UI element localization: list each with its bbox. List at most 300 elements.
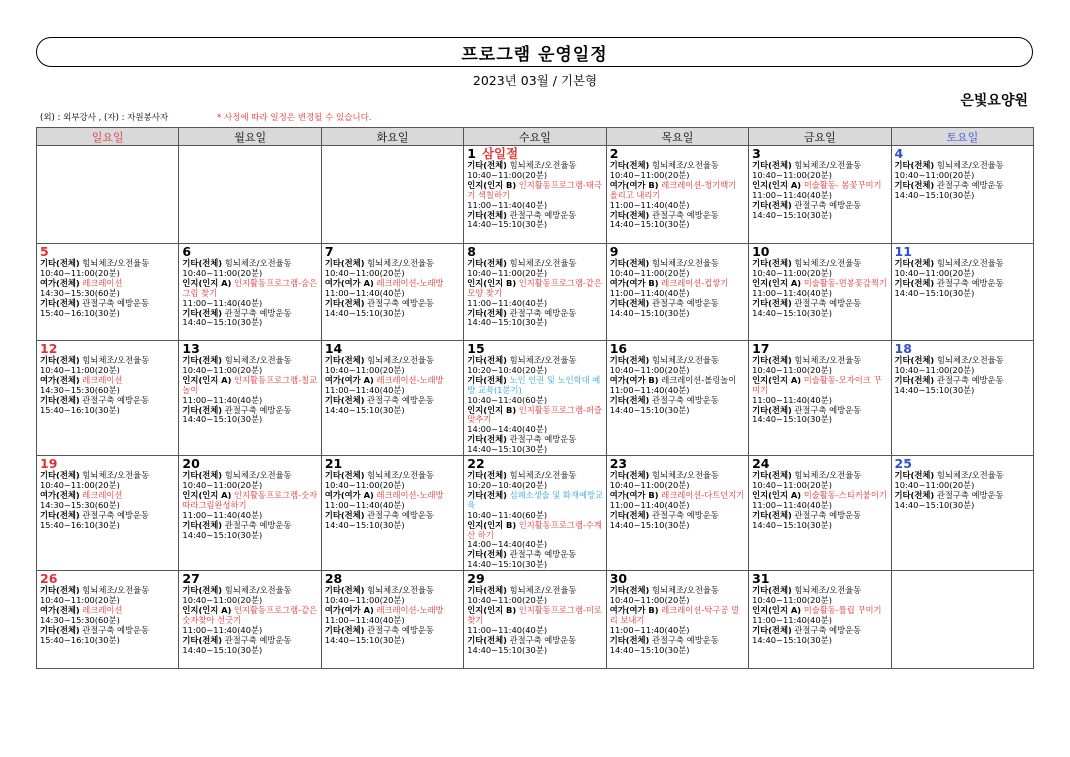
program-item	[467, 586, 603, 606]
program-item	[467, 406, 603, 436]
program-item	[182, 471, 318, 491]
program-category: 기타(전체)	[894, 489, 935, 500]
day-number: 15	[467, 341, 485, 356]
program-item	[752, 161, 888, 181]
program-name: 관절구축 예방운동	[367, 509, 434, 520]
day-number: 20	[182, 456, 200, 472]
program-category: 여가(전체)	[40, 277, 80, 288]
program-name: 힘뇌체조/오전율동	[794, 258, 862, 268]
program-category: 기타(전체)	[182, 634, 223, 645]
program-time: 10:40~11:00(20분)	[324, 595, 405, 606]
day-cell	[179, 456, 321, 571]
program-category: 기타(전체)	[894, 355, 935, 365]
program-category: 기타(전체)	[467, 209, 507, 220]
program-time: 14:40~15:10(30분)	[752, 209, 832, 220]
program-name: 레크레이션	[82, 604, 123, 615]
program-time: 15:40~16:10(30분)	[40, 404, 120, 415]
program-time: 10:40~11:40(60분)	[467, 394, 548, 405]
day-cell	[891, 146, 1033, 244]
program-name: 레크레이션-다트던지기	[661, 489, 745, 500]
program-time: 14:40~15:10(30분)	[182, 414, 263, 425]
program-category: 인지(인지 B)	[467, 604, 517, 615]
program-category: 인지(인지 B)	[467, 519, 517, 530]
program-category: 여가(여가 A)	[324, 374, 374, 385]
program-time: 10:40~11:00(20분)	[467, 595, 548, 606]
program-time: 15:40~16:10(30분)	[40, 519, 120, 530]
program-item	[467, 550, 603, 570]
program-name: 힘뇌체조/오전율동	[82, 470, 150, 481]
program-time: 11:00~11:40(40분)	[324, 287, 405, 298]
program-time: 14:40~15:10(30분)	[752, 414, 832, 425]
day-cell	[749, 244, 891, 341]
program-time: 11:00~11:40(40분)	[609, 624, 690, 635]
day-cell	[891, 456, 1033, 571]
program-category: 기타(전체)	[467, 307, 507, 318]
program-item	[40, 259, 176, 279]
program-category: 인지(인지 B)	[467, 277, 517, 288]
day-cell	[891, 341, 1033, 456]
program-name: 레크레이션-탁구공 멀리 보내기	[609, 604, 739, 625]
program-time: 11:00~11:40(40분)	[182, 624, 263, 635]
program-name: 관절구축 예방운동	[224, 519, 292, 530]
facility-name: 은빛요양원	[960, 93, 1028, 109]
program-time: 14:40~15:10(30분)	[609, 307, 690, 318]
program-item	[40, 606, 176, 626]
weekday-header: 화요일	[321, 128, 463, 146]
program-time: 10:40~11:00(20분)	[324, 479, 405, 490]
program-category: 기타(전체)	[609, 297, 650, 308]
program-time: 10:40~11:00(20분)	[40, 267, 120, 278]
day-cell	[321, 456, 463, 571]
program-time: 10:40~11:00(20분)	[182, 267, 263, 278]
program-category: 기타(전체)	[752, 258, 792, 268]
program-time: 14:40~15:10(30분)	[894, 499, 975, 510]
weekday-header: 목요일	[606, 128, 748, 146]
program-category: 기타(전체)	[324, 470, 365, 481]
program-time: 10:40~11:00(20분)	[182, 479, 263, 490]
program-name: 힘뇌체조/오전율동	[651, 470, 719, 481]
week-row	[37, 571, 1034, 669]
weekday-header: 수요일	[464, 128, 606, 146]
day-cell	[321, 244, 463, 341]
day-number: 24	[752, 456, 770, 472]
program-time: 11:00~11:40(40분)	[182, 394, 263, 405]
program-item	[40, 376, 176, 396]
program-time: 10:40~11:00(20분)	[609, 595, 690, 606]
day-cell	[606, 146, 748, 244]
program-time: 11:00~11:40(40분)	[752, 189, 832, 200]
day-number: 27	[182, 571, 200, 587]
program-time: 14:00~14:40(40분)	[467, 424, 548, 435]
program-time: 14:40~15:10(30분)	[467, 219, 548, 230]
program-name: 힘뇌체조/오전율동	[651, 355, 719, 365]
program-time: 11:00~11:40(40분)	[467, 199, 548, 210]
program-name: 힘뇌체조/오전율동	[509, 160, 577, 170]
program-name: 관절구축 예방운동	[794, 297, 862, 308]
program-category: 기타(전체)	[609, 258, 650, 268]
day-number: 16	[609, 341, 628, 356]
day-cell	[749, 146, 891, 244]
program-item	[610, 259, 746, 279]
program-item	[467, 356, 603, 376]
day-cell	[179, 571, 321, 669]
day-number: 2	[609, 146, 619, 161]
program-item	[467, 211, 603, 231]
day-cell	[37, 571, 179, 669]
program-category: 인지(인지 A)	[182, 374, 232, 385]
program-name: 관절구축 예방운동	[82, 624, 150, 635]
program-category: 기타(전체)	[752, 355, 792, 365]
program-category: 여가(전체)	[40, 604, 80, 615]
program-category: 기타(전체)	[467, 258, 507, 268]
notice-text: * 사정에 따라 일정은 변경될 수 있습니다.	[217, 113, 372, 123]
program-item	[325, 396, 461, 416]
program-item	[40, 279, 176, 299]
program-category: 기타(전체)	[894, 160, 935, 170]
program-name: 레크레이션	[82, 277, 123, 288]
program-name: 힘뇌체조/오전율동	[82, 258, 150, 268]
program-category: 기타(전체)	[894, 179, 935, 190]
program-time: 14:40~15:10(30분)	[752, 519, 832, 530]
day-cell	[464, 456, 606, 571]
program-time: 14:40~15:10(30분)	[467, 444, 548, 455]
day-cell	[749, 571, 891, 669]
program-category: 기타(전체)	[752, 624, 792, 635]
program-item	[752, 491, 888, 511]
program-name: 미술활동-튤립 꾸미기	[803, 604, 882, 615]
program-category: 기타(전체)	[40, 297, 80, 308]
program-item	[467, 606, 603, 636]
program-name: 관절구축 예방운동	[651, 509, 719, 520]
program-category: 기타(전체)	[182, 404, 223, 415]
program-item	[467, 161, 603, 181]
program-item	[752, 279, 888, 299]
day-number: 10	[752, 244, 770, 259]
program-time: 14:30~15:30(60분)	[40, 614, 120, 625]
day-number: 7	[324, 244, 334, 259]
day-number: 29	[467, 571, 485, 587]
program-name: 관절구축 예방운동	[509, 307, 577, 318]
program-item	[752, 606, 888, 626]
program-category: 기타(전체)	[467, 434, 507, 445]
day-cell	[749, 456, 891, 571]
program-time: 14:40~15:10(30분)	[894, 287, 975, 298]
calendar-table	[36, 127, 1034, 669]
program-time: 10:40~11:00(20분)	[609, 169, 690, 180]
program-name: 레크레이션	[82, 374, 123, 385]
program-time: 10:40~11:00(20분)	[40, 479, 120, 490]
program-time: 14:40~15:10(30분)	[752, 634, 832, 645]
program-time: 10:40~11:00(20분)	[182, 595, 263, 606]
program-name: 인지활동프로그램-미로찾기	[467, 604, 602, 625]
program-time: 14:40~15:10(30분)	[324, 634, 405, 645]
program-name: 힘뇌체조/오전율동	[367, 258, 435, 268]
program-name: 미술활동-면봉꽃감찍기	[803, 277, 887, 288]
program-name: 힘뇌체조/오전율동	[936, 160, 1004, 170]
program-name: 관절구축 예방운동	[794, 404, 862, 415]
day-cell	[179, 244, 321, 341]
program-name: 미술활동- 봄꽃꾸미기	[803, 179, 882, 190]
program-name: 관절구축 예방운동	[367, 394, 434, 405]
program-category: 기타(전체)	[752, 470, 792, 481]
program-time: 10:20~10:40(20분)	[467, 364, 548, 375]
program-item	[895, 161, 1031, 181]
program-category: 여가(전체)	[40, 489, 80, 500]
program-name: 미술활동-스티커붙이기	[803, 489, 887, 500]
program-name: 관절구축 예방운동	[509, 634, 577, 645]
program-item	[752, 376, 888, 406]
program-time: 11:00~11:40(40분)	[182, 297, 263, 308]
program-time: 10:40~11:00(20분)	[40, 364, 120, 375]
program-category: 기타(전체)	[182, 585, 223, 596]
day-cell	[606, 456, 748, 571]
program-name: 힘뇌체조/오전율동	[794, 585, 862, 596]
program-category: 기타(전체)	[324, 585, 365, 596]
program-time: 10:40~11:00(20분)	[609, 364, 690, 375]
program-category: 기타(전체)	[609, 585, 650, 596]
program-time: 14:40~15:10(30분)	[894, 384, 975, 395]
program-name: 관절구축 예방운동	[509, 434, 577, 445]
program-item	[752, 299, 888, 319]
program-time: 11:00~11:40(40분)	[324, 384, 405, 395]
program-name: 관절구축 예방운동	[509, 209, 577, 220]
program-time: 11:00~11:40(40분)	[752, 499, 832, 510]
program-name: 인지활동프로그램-태극기 색칠하기	[467, 179, 602, 200]
program-time: 11:00~11:40(40분)	[752, 614, 832, 625]
program-item	[610, 181, 746, 211]
program-item	[467, 491, 603, 521]
program-category: 여가(여가 A)	[324, 489, 374, 500]
program-name: 힘뇌체조/오전율동	[224, 258, 292, 268]
program-category: 인지(인지 A)	[752, 374, 802, 385]
day-number: 1	[467, 146, 476, 161]
program-item	[182, 586, 318, 606]
program-name: 힘뇌체조/오전율동	[509, 355, 577, 365]
weekday-header: 일요일	[37, 128, 179, 146]
program-name: 인지활동프로그램-칠교놀이	[182, 374, 318, 395]
program-item	[325, 626, 461, 646]
program-name: 관절구축 예방운동	[509, 549, 577, 560]
program-item	[752, 181, 888, 201]
program-time: 10:40~11:00(20분)	[467, 267, 548, 278]
program-item	[325, 511, 461, 531]
day-cell	[464, 146, 606, 244]
program-category: 기타(전체)	[324, 509, 365, 520]
program-item	[895, 279, 1031, 299]
program-name: 인지활동프로그램-숨은그림 찾기	[182, 277, 318, 298]
program-name: 힘뇌체조/오전율동	[936, 355, 1004, 365]
day-cell	[37, 456, 179, 571]
program-item	[752, 356, 888, 376]
program-item	[182, 491, 318, 521]
program-name: 힘뇌체조/오전율동	[224, 355, 292, 365]
program-category: 기타(전체)	[752, 160, 792, 170]
program-name: 관절구축 예방운동	[367, 624, 434, 635]
program-item	[40, 491, 176, 511]
program-time: 14:40~15:10(30분)	[894, 189, 975, 200]
program-category: 기타(전체)	[467, 549, 507, 560]
program-category: 인지(인지 A)	[752, 277, 802, 288]
program-category: 여가(여가 A)	[324, 604, 374, 615]
program-category: 기타(전체)	[894, 277, 935, 288]
program-category: 기타(전체)	[324, 355, 365, 365]
program-name: 힘뇌체조/오전율동	[224, 585, 292, 596]
program-item	[325, 376, 461, 396]
program-item	[895, 356, 1031, 376]
program-name: 힘뇌체조/오전율동	[509, 585, 577, 596]
program-time: 14:40~15:10(30분)	[324, 404, 405, 415]
program-category: 기타(전체)	[467, 374, 507, 385]
program-item	[467, 636, 603, 656]
program-category: 기타(전체)	[752, 404, 792, 415]
day-number: 17	[752, 341, 770, 356]
program-category: 기타(전체)	[40, 394, 80, 405]
program-item	[325, 279, 461, 299]
program-time: 11:00~11:40(40분)	[752, 394, 832, 405]
program-time: 10:40~11:00(20분)	[752, 595, 832, 606]
program-item	[752, 471, 888, 491]
program-item	[182, 636, 318, 656]
program-category: 기타(전체)	[40, 624, 80, 635]
program-category: 기타(전체)	[752, 585, 792, 596]
day-cell	[464, 244, 606, 341]
program-name: 관절구축 예방운동	[651, 634, 719, 645]
program-category: 인지(인지 B)	[467, 404, 517, 415]
program-category: 기타(전체)	[467, 470, 507, 481]
program-time: 10:40~11:00(20분)	[894, 479, 975, 490]
day-cell	[891, 244, 1033, 341]
program-time: 14:40~15:10(30분)	[324, 307, 405, 318]
day-number: 11	[894, 244, 912, 259]
program-time: 10:40~11:00(20분)	[752, 479, 832, 490]
program-item	[610, 396, 746, 416]
program-category: 기타(전체)	[40, 258, 80, 268]
day-cell	[891, 571, 1033, 669]
day-number: 12	[40, 341, 58, 356]
day-number: 21	[324, 456, 343, 472]
program-name: 힘뇌체조/오전율동	[367, 585, 435, 596]
program-name: 인지활동프로그램-숫자따라그림완성하기	[182, 489, 318, 510]
day-number: 25	[894, 456, 912, 472]
program-item	[610, 491, 746, 511]
program-time: 10:40~11:00(20분)	[752, 169, 832, 180]
program-category: 여가(여가 B)	[609, 374, 659, 385]
legend-text: (외) : 외부강사 , (자) : 자원봉사자	[40, 113, 169, 123]
program-name: 관절구축 예방운동	[794, 624, 862, 635]
day-number: 28	[324, 571, 343, 587]
program-time: 15:40~16:10(30분)	[40, 634, 120, 645]
day-number: 5	[40, 244, 49, 259]
day-number: 31	[752, 571, 770, 587]
program-name: 관절구축 예방운동	[367, 297, 434, 308]
program-item	[182, 356, 318, 376]
program-name: 레크레이션-컵쌓기	[661, 277, 729, 288]
program-item	[610, 586, 746, 606]
program-category: 기타(전체)	[324, 258, 365, 268]
day-number: 18	[894, 341, 912, 356]
program-category: 기타(전체)	[467, 160, 507, 170]
program-name: 레크레이션-노래방	[376, 374, 444, 385]
program-category: 기타(전체)	[609, 160, 650, 170]
program-name: 힘뇌체조/오전율동	[367, 355, 435, 365]
program-time: 11:00~11:40(40분)	[609, 199, 690, 210]
program-name: 인지활동프로그램-수계산 하기	[467, 519, 602, 540]
program-item	[610, 356, 746, 376]
day-number: 9	[609, 244, 619, 259]
day-cell	[321, 571, 463, 669]
program-time: 14:30~15:30(60분)	[40, 384, 120, 395]
program-category: 기타(전체)	[182, 355, 223, 365]
program-name: 관절구축 예방운동	[936, 374, 1004, 385]
program-time: 10:40~11:00(20분)	[894, 169, 975, 180]
program-name: 힘뇌체조/오전율동	[509, 258, 577, 268]
program-name: 레크레이션-청기백기 올리고 내리기	[609, 179, 737, 200]
weekday-header: 월요일	[179, 128, 321, 146]
program-time: 11:00~11:40(40분)	[609, 499, 690, 510]
program-name: 관절구축 예방운동	[82, 509, 150, 520]
program-item	[467, 181, 603, 211]
program-time: 11:00~11:40(40분)	[324, 614, 405, 625]
day-number: 22	[467, 456, 485, 472]
program-time: 14:40~15:10(30분)	[609, 519, 690, 530]
program-category: 기타(전체)	[609, 394, 650, 405]
program-name: 인지활동프로그램-퍼즐 맞추기	[467, 404, 602, 425]
program-name: 힘뇌체조/오전율동	[509, 470, 577, 481]
program-category: 인지(인지 A)	[182, 277, 232, 288]
program-name: 힘뇌체조/오전율동	[367, 470, 435, 481]
program-name: 관절구축 예방운동	[651, 297, 719, 308]
program-category: 기타(전체)	[324, 394, 365, 405]
program-category: 기타(전체)	[609, 470, 650, 481]
program-category: 기타(전체)	[467, 634, 507, 645]
program-item	[325, 259, 461, 279]
program-item	[325, 299, 461, 319]
program-item	[895, 471, 1031, 491]
program-category: 기타(전체)	[40, 355, 80, 365]
program-time: 14:40~15:10(30분)	[467, 644, 548, 655]
weekday-header: 토요일	[891, 128, 1033, 146]
program-time: 11:00~11:40(40분)	[467, 624, 548, 635]
program-name: 힘뇌체조/오전율동	[794, 160, 862, 170]
program-name: 힘뇌체조/오전율동	[651, 160, 719, 170]
program-time: 11:00~11:40(40분)	[752, 287, 832, 298]
program-item	[610, 511, 746, 531]
week-row	[37, 341, 1034, 456]
program-item	[182, 606, 318, 636]
program-name: 레크레이션-노래방	[376, 604, 444, 615]
program-time: 11:00~11:40(40분)	[609, 287, 690, 298]
program-item	[752, 259, 888, 279]
program-item	[40, 299, 176, 319]
program-category: 인지(인지 A)	[752, 179, 802, 190]
day-number: 14	[324, 341, 343, 356]
program-time: 10:40~11:00(20분)	[894, 364, 975, 375]
program-category: 인지(인지 A)	[182, 489, 232, 500]
program-item	[467, 521, 603, 551]
day-cell	[179, 341, 321, 456]
program-name: 힘뇌체조/오전율동	[936, 258, 1004, 268]
day-number: 4	[894, 146, 904, 161]
program-category: 기타(전체)	[609, 509, 650, 520]
day-cell	[37, 341, 179, 456]
program-time: 14:40~15:10(30분)	[609, 219, 690, 230]
program-time: 10:40~11:00(20분)	[894, 267, 975, 278]
program-name: 관절구축 예방운동	[224, 404, 292, 415]
program-name: 심폐소생술 및 화재예방교육	[467, 489, 604, 510]
day-number: 30	[609, 571, 628, 587]
program-name: 관절구축 예방운동	[936, 489, 1004, 500]
program-item	[610, 161, 746, 181]
